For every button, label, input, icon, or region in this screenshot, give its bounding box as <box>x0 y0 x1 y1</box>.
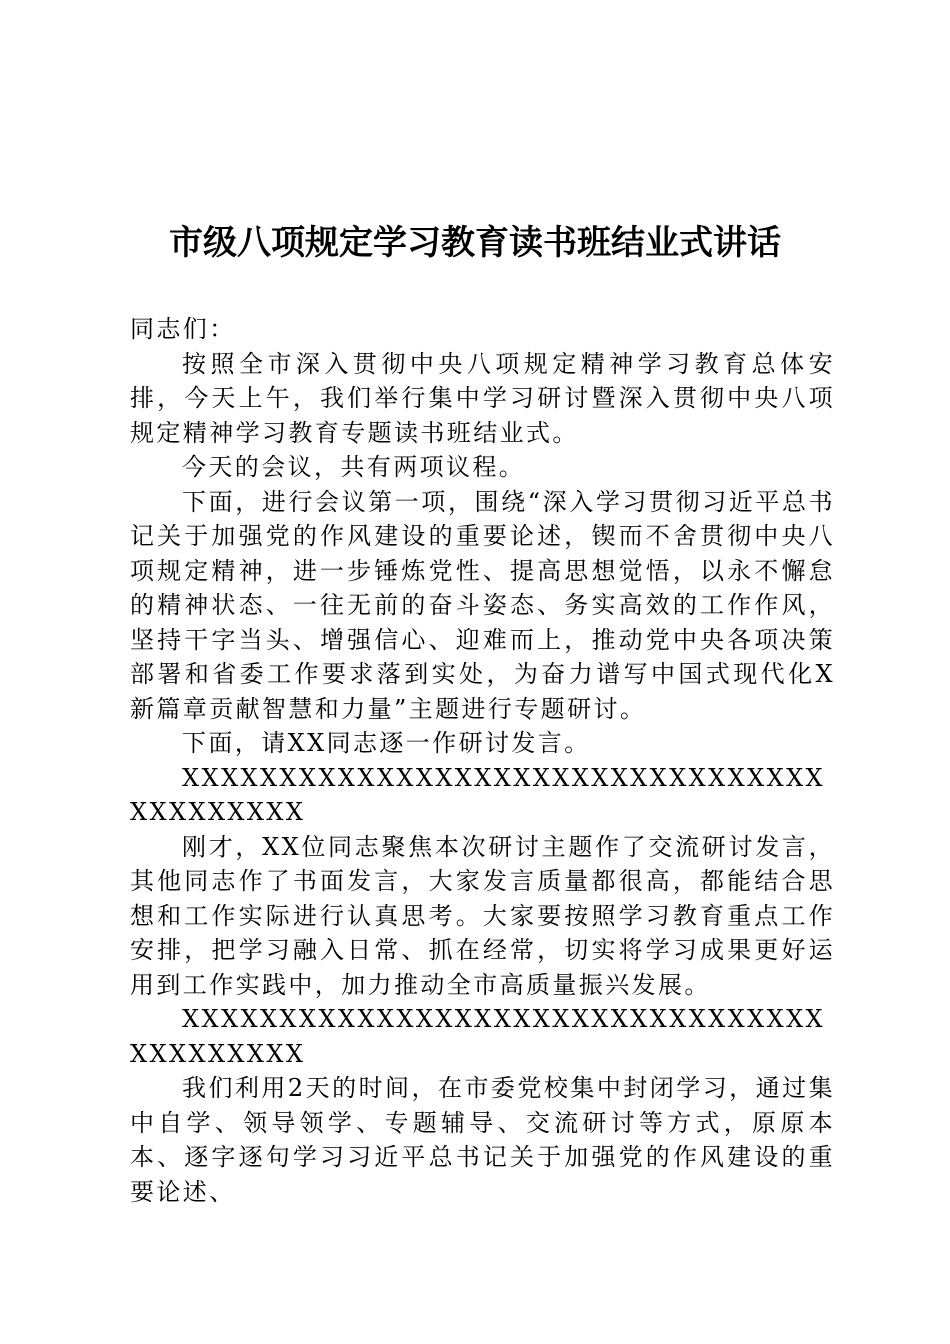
paragraph: 按照全市深入贯彻中央八项规定精神学习教育总体安排，今天上午，我们举行集中学习研讨暨深入贯彻中央八项规定精神学习教育专题读书班结业式。 <box>130 349 835 447</box>
placeholder-paragraph: XXXXXXXXXXXXXXXXXXXXXXXXXXXXXXXXXXXXXXXXXX <box>130 763 826 826</box>
paragraph: 今天的会议，共有两项议程。 <box>182 453 526 481</box>
paragraph: 我们利用2天的时间，在市委党校集中封闭学习，通过集中自学、领导领学、专题辅导、交流研讨等方式，原原本本、逐字逐句学习习近平总书记关于加强党的作风建设的重要论述、 <box>130 1074 835 1206</box>
paragraph: 下面，进行会议第一项，围绕“深入学习贯彻习近平总书记关于加强党的作风建设的重要论述，锲而不舍贯彻中央八项规定精神，进一步锤炼党性、提高思想觉悟，以永不懈怠的精神状态、一往无前的奋斗姿态、务实高效的工作作风，坚持干字当头、增强信心、迎难而上，推动党中央各项决策部署和省委工作要求落到实处，为奋力谱写中国式现代化X新篇章贡献智慧和力量”主题进行专题研讨。 <box>130 487 835 723</box>
salutation: 同志们： <box>130 315 236 343</box>
paragraph: 下面，请XX同志逐一作研讨发言。 <box>182 729 591 757</box>
placeholder-paragraph: XXXXXXXXXXXXXXXXXXXXXXXXXXXXXXXXXXXXXXXXXX <box>130 1005 826 1068</box>
document-body <box>130 312 835 1209</box>
document-title: 市级八项规定学习教育读书班结业式讲话 <box>169 223 781 263</box>
paragraph: 刚才，XX位同志聚焦本次研讨主题作了交流研讨发言，其他同志作了书面发言，大家发言质量都很高，都能结合思想和工作实际进行认真思考。大家要按照学习教育重点工作安排，把学习融入日常、抓在经常，切实将学习成果更好运用到工作实践中，加力推动全市高质量振兴发展。 <box>130 832 835 999</box>
